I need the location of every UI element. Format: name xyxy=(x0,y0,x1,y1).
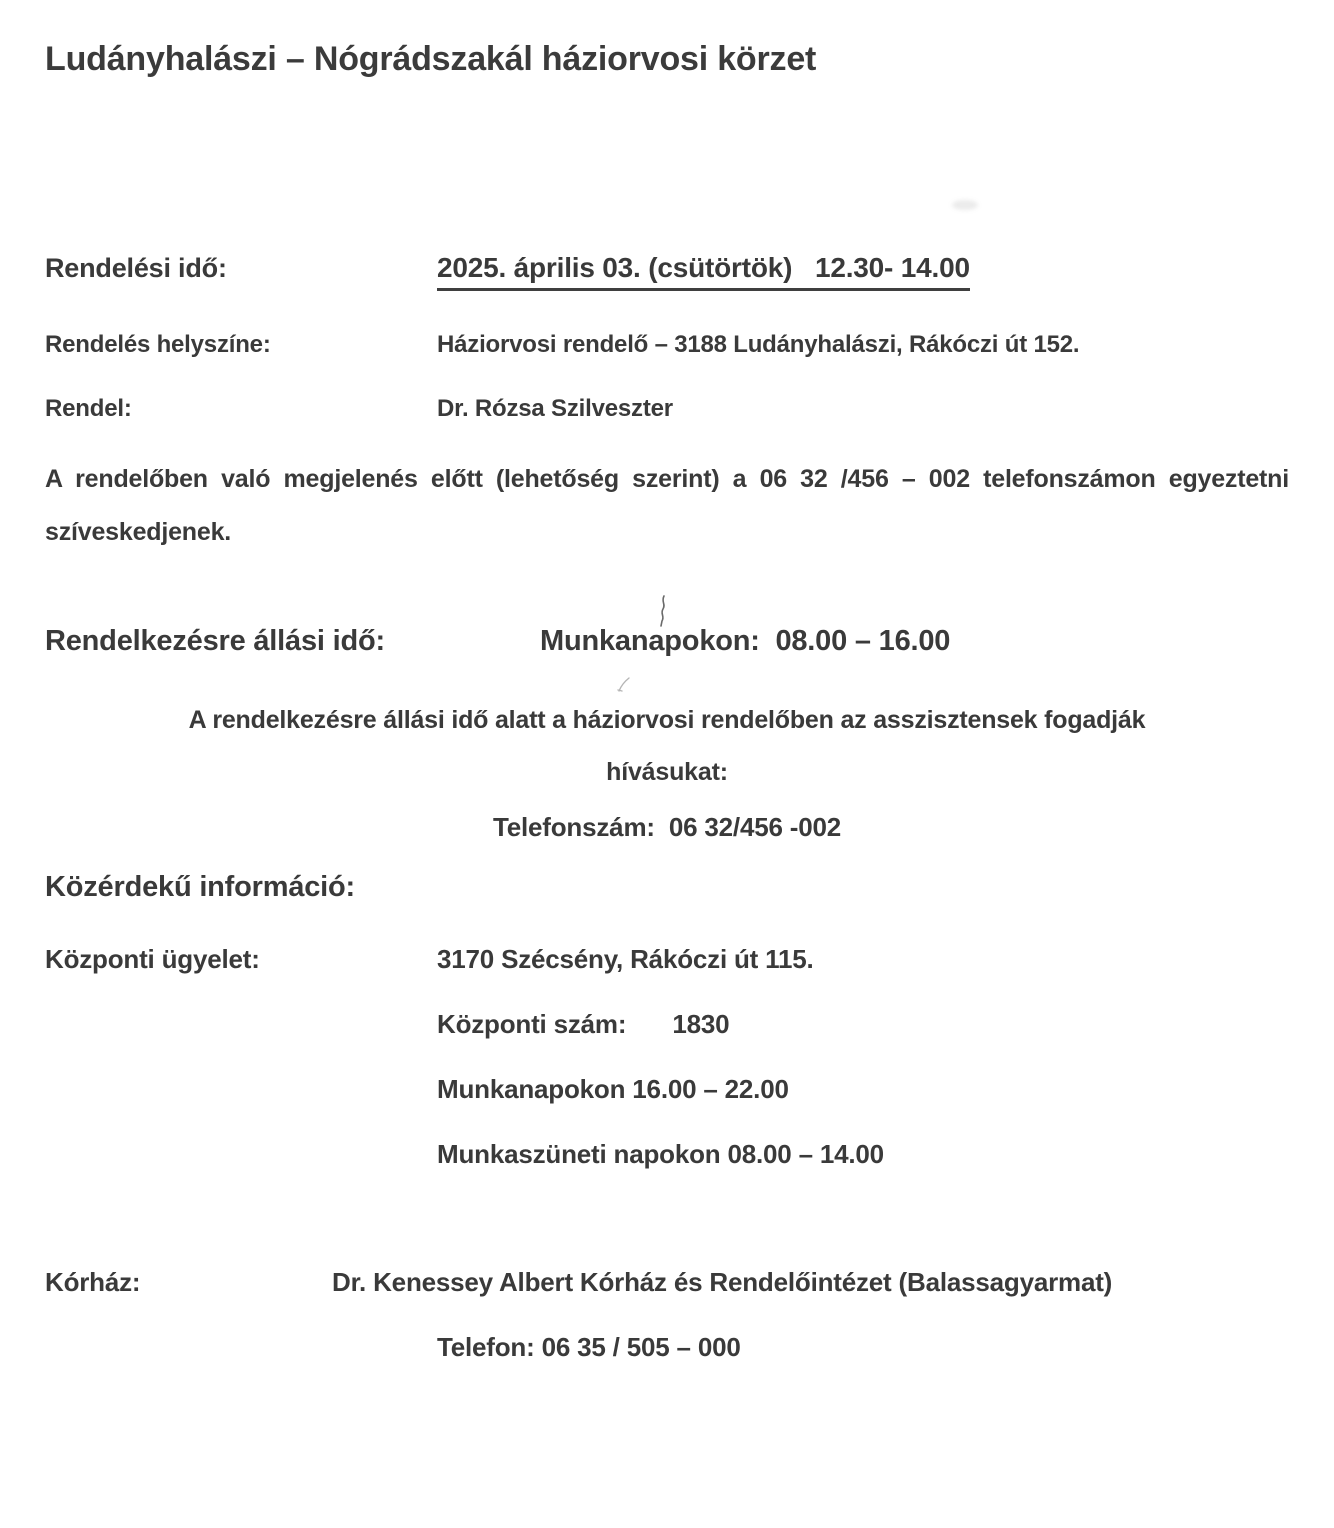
consultation-doctor-label: Rendel: xyxy=(45,395,132,422)
availability-label: Rendelkezésre állási idő: xyxy=(45,625,385,657)
availability-row xyxy=(0,625,1334,658)
duty-holiday-hours: Munkaszüneti napokon 08.00 – 14.00 xyxy=(437,1139,884,1169)
scan-smudge-artifact xyxy=(952,200,978,210)
hospital-name: Dr. Kenessey Albert Kórház és Rendelőintézet (Balassagyarmat) xyxy=(332,1267,1113,1297)
consultation-time-row xyxy=(0,252,1334,291)
central-duty-address: 3170 Szécsény, Rákóczi út 115. xyxy=(437,944,814,974)
availability-note xyxy=(0,694,1334,798)
hospital-row xyxy=(0,1267,1334,1298)
consultation-time-value: 2025. április 03. (csütörtök) 12.30- 14.00 xyxy=(437,252,970,291)
consultation-location-label: Rendelés helyszíne: xyxy=(45,331,271,358)
consultation-note-paragraph: A rendelőben való megjelenés előtt (lehetőség szerint) a 06 32 /456 – 002 telefonszámon egyeztetni szíveskedjenek. xyxy=(45,465,1289,546)
hospital-phone: Telefon: 06 35 / 505 – 000 xyxy=(437,1332,741,1362)
availability-note-line1: A rendelkezésre állási idő alatt a háziorvosi rendelőben az asszisztensek fogadják xyxy=(188,706,1146,734)
consultation-doctor-value: Dr. Rózsa Szilveszter xyxy=(437,395,673,422)
availability-phone: Telefonszám: 06 32/456 -002 xyxy=(493,812,841,842)
central-number-row xyxy=(0,1009,1334,1040)
consultation-location-value: Háziorvosi rendelő – 3188 Ludányhalászi, Rákóczi út 152. xyxy=(437,331,1080,358)
central-duty-row xyxy=(0,944,1334,975)
scan-squiggle-artifact xyxy=(655,594,671,628)
hospital-label: Kórház: xyxy=(45,1267,141,1297)
consultation-doctor-row xyxy=(0,395,1334,423)
availability-value: Munkanapokon: 08.00 – 16.00 xyxy=(540,625,951,657)
duty-weekday-hours: Munkanapokon 16.00 – 22.00 xyxy=(437,1074,789,1104)
consultation-time-label: Rendelési idő: xyxy=(45,253,227,283)
scan-squiggle-artifact-small xyxy=(615,676,633,694)
public-info-heading: Közérdekű információ: xyxy=(45,871,356,903)
central-number-value: 1830 xyxy=(672,1009,730,1039)
central-number-label: Központi szám: xyxy=(437,1009,627,1039)
central-duty-label: Központi ügyelet: xyxy=(45,944,260,974)
document-title: Ludányhalászi – Nógrádszakál háziorvosi körzet xyxy=(45,40,817,78)
availability-note-line2: hívásukat: xyxy=(606,758,728,786)
consultation-location-row xyxy=(0,331,1334,359)
